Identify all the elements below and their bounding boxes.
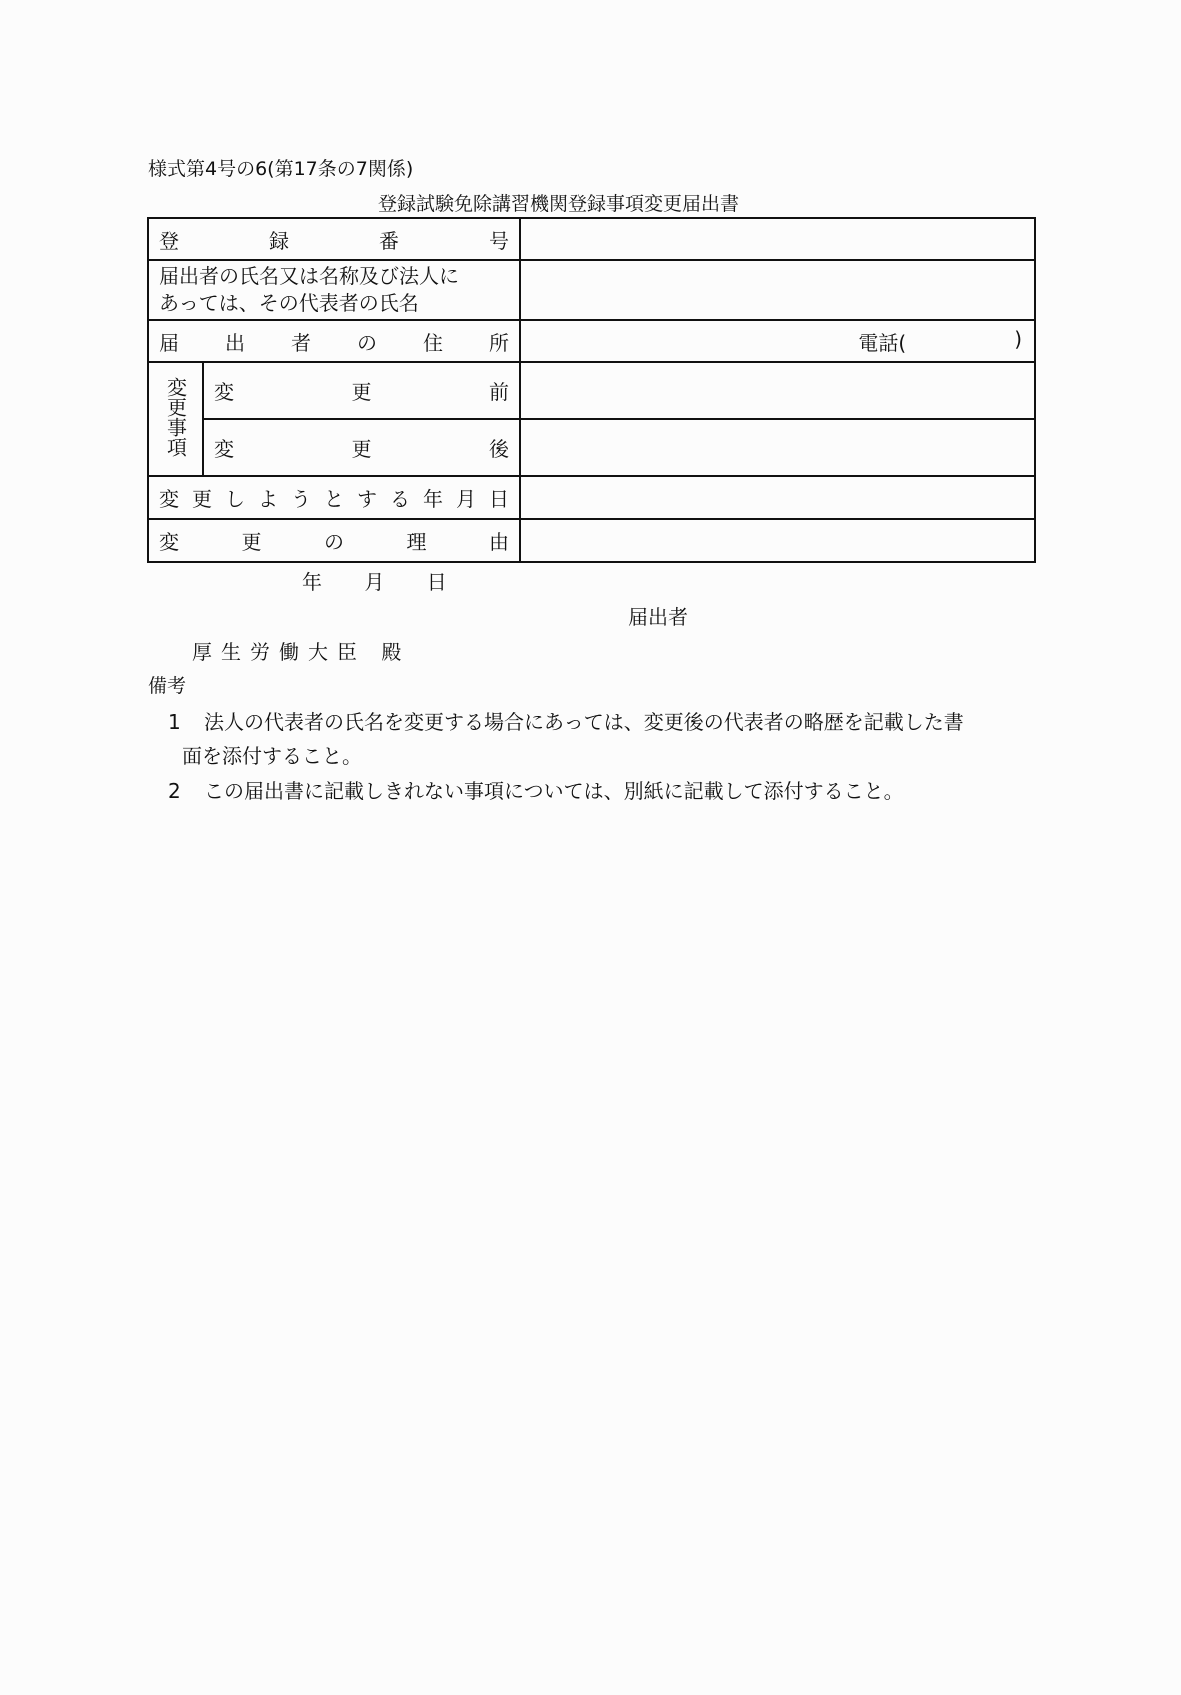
applicant-name-field[interactable] <box>520 260 1035 320</box>
label-line-2: あっては、その代表者の氏名 <box>159 291 419 315</box>
registration-change-form-table <box>147 217 1036 563</box>
label-char: る <box>390 487 410 511</box>
addressee: 厚生労働大臣 殿 <box>192 640 411 664</box>
label-char: 由 <box>489 530 509 554</box>
label-char: の <box>324 530 344 554</box>
label-char: 住 <box>423 330 443 355</box>
applicant-address-field[interactable] <box>520 320 1035 362</box>
label-char: 出 <box>225 330 245 355</box>
applicant-signature-label: 届出者 <box>628 605 688 629</box>
label-char: 者 <box>291 330 311 355</box>
label-char: す <box>357 487 377 511</box>
row-planned-change-date <box>148 476 1035 519</box>
change-items-vertical-text: 変更事項 <box>163 376 188 457</box>
form-number-label: 様式第4号の6(第17条の7関係) <box>148 158 414 180</box>
note-text: この届出書に記載しきれない事項については、別紙に記載して添付すること。 <box>204 779 904 803</box>
notes-heading: 備考 <box>148 675 187 697</box>
phone-number-blank[interactable] <box>906 327 1014 356</box>
after-change-field[interactable] <box>520 419 1035 476</box>
note-text: 法人の代表者の氏名を変更する場合にあっては、変更後の代表者の略歴を記載した書 <box>204 710 964 734</box>
label-char: の <box>357 330 377 355</box>
row-after-change <box>148 419 1035 476</box>
row-registration-number <box>148 218 1035 260</box>
month-label: 月 <box>364 570 385 594</box>
label-char: 変 <box>159 530 179 554</box>
label-char: 日 <box>489 487 509 511</box>
day-label: 日 <box>426 570 447 594</box>
label-char: 更 <box>241 530 262 554</box>
applicant-address-label <box>148 320 520 362</box>
row-change-reason <box>148 519 1035 562</box>
row-before-change <box>148 362 1035 419</box>
phone-field[interactable] <box>521 327 1034 356</box>
registration-number-label <box>148 218 520 260</box>
label-char: 録 <box>269 228 289 253</box>
after-change-label <box>203 419 520 476</box>
submission-date-line <box>302 566 447 595</box>
label-char: 更 <box>351 380 372 404</box>
note-item-2 <box>168 775 904 804</box>
label-char: 番 <box>379 228 399 253</box>
label-char: と <box>324 487 344 511</box>
applicant-name-label <box>148 260 520 320</box>
registration-number-field[interactable] <box>520 218 1035 260</box>
label-char: 更 <box>351 437 372 461</box>
document-title: 登録試験免除講習機関登録事項変更届出書 <box>378 193 740 215</box>
label-char: 届 <box>159 330 179 355</box>
label-char: 年 <box>423 487 443 511</box>
label-char: 登 <box>159 228 179 253</box>
label-char: 変 <box>214 437 234 461</box>
row-applicant-address <box>148 320 1035 362</box>
before-change-field[interactable] <box>520 362 1035 419</box>
change-reason-field[interactable] <box>520 519 1035 562</box>
change-reason-label <box>148 519 520 562</box>
label-char: 号 <box>489 228 509 253</box>
label-char: 理 <box>406 530 427 554</box>
before-change-label <box>203 362 520 419</box>
year-label: 年 <box>302 570 322 594</box>
planned-change-date-field[interactable] <box>520 476 1035 519</box>
phone-label: 電話( <box>858 330 907 355</box>
label-char: 月 <box>456 487 476 511</box>
planned-change-date-label <box>148 476 520 519</box>
label-char: 所 <box>489 330 509 355</box>
label-char: 更 <box>192 487 212 511</box>
label-line-1: 届出者の氏名又は名称及び法人に <box>159 264 459 288</box>
label-char: よ <box>258 487 278 511</box>
note-item-1-continuation: 面を添付すること。 <box>182 744 362 768</box>
change-items-group-label <box>148 362 203 476</box>
label-char: し <box>225 487 245 511</box>
note-item-1 <box>168 706 964 735</box>
label-char: 後 <box>489 437 509 461</box>
label-char: う <box>291 487 311 511</box>
phone-close-paren: ) <box>1014 326 1022 351</box>
label-char: 前 <box>489 380 509 404</box>
note-number: 2 <box>168 779 181 803</box>
label-char: 変 <box>214 380 234 404</box>
label-char: 変 <box>159 487 179 511</box>
note-number: 1 <box>168 710 181 734</box>
row-applicant-name <box>148 260 1035 320</box>
